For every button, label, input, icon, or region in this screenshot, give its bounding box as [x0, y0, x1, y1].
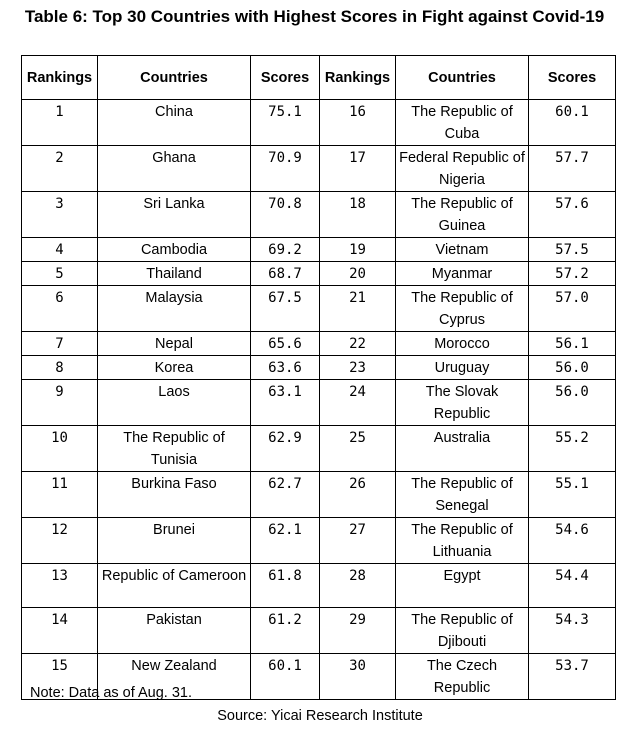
score-cell: 57.7	[529, 146, 616, 192]
header-rankings-left: Rankings	[22, 56, 98, 100]
country-cell: Vietnam	[396, 238, 529, 262]
country-cell: The Republic of Cyprus	[396, 286, 529, 332]
score-cell: 61.8	[251, 564, 320, 608]
table-row	[22, 262, 616, 286]
score-cell: 57.0	[529, 286, 616, 332]
country-cell: The Republic of Djibouti	[396, 608, 529, 654]
score-cell: 55.1	[529, 472, 616, 518]
country-cell: Egypt	[396, 564, 529, 608]
score-cell: 54.4	[529, 564, 616, 608]
scores-table	[21, 55, 616, 700]
country-cell: The Republic of Cuba	[396, 100, 529, 146]
rank-cell: 21	[320, 286, 396, 332]
rank-cell: 2	[22, 146, 98, 192]
rank-cell: 13	[22, 564, 98, 608]
rank-cell: 23	[320, 356, 396, 380]
score-cell: 63.1	[251, 380, 320, 426]
country-cell: The Republic of Lithuania	[396, 518, 529, 564]
country-cell: The Slovak Republic	[396, 380, 529, 426]
rank-cell: 11	[22, 472, 98, 518]
country-cell: Federal Republic of Nigeria	[396, 146, 529, 192]
source-line: Source: Yicai Research Institute	[217, 708, 423, 724]
table-row	[22, 286, 616, 332]
table-row	[22, 608, 616, 654]
rank-cell: 22	[320, 332, 396, 356]
rank-cell: 1	[22, 100, 98, 146]
country-cell: Republic of Cameroon	[98, 564, 251, 608]
rank-cell: 27	[320, 518, 396, 564]
rank-cell: 10	[22, 426, 98, 472]
table-row	[22, 356, 616, 380]
header-scores-right: Scores	[529, 56, 616, 100]
country-cell: Malaysia	[98, 286, 251, 332]
rank-cell: 7	[22, 332, 98, 356]
score-cell: 62.1	[251, 518, 320, 564]
rank-cell: 24	[320, 380, 396, 426]
score-cell: 54.3	[529, 608, 616, 654]
score-cell: 55.2	[529, 426, 616, 472]
table-row	[22, 332, 616, 356]
rank-cell: 17	[320, 146, 396, 192]
country-cell: Brunei	[98, 518, 251, 564]
score-cell: 57.2	[529, 262, 616, 286]
footnote: Note: Data as of Aug. 31.	[30, 685, 193, 701]
country-cell: Burkina Faso	[98, 472, 251, 518]
rank-cell: 15	[22, 654, 98, 700]
score-cell: 56.1	[529, 332, 616, 356]
country-cell: Morocco	[396, 332, 529, 356]
table-row	[22, 146, 616, 192]
country-cell: Uruguay	[396, 356, 529, 380]
country-cell: Australia	[396, 426, 529, 472]
country-cell: The Republic of Senegal	[396, 472, 529, 518]
country-cell: New Zealand	[98, 654, 251, 700]
rank-cell: 29	[320, 608, 396, 654]
rank-cell: 8	[22, 356, 98, 380]
table-row	[22, 426, 616, 472]
country-cell: Korea	[98, 356, 251, 380]
rank-cell: 25	[320, 426, 396, 472]
score-cell: 67.5	[251, 286, 320, 332]
table-row	[22, 564, 616, 608]
table-title: Table 6: Top 30 Countries with Highest Scores in Fight against Covid-19	[24, 7, 605, 26]
country-cell: Laos	[98, 380, 251, 426]
score-cell: 57.5	[529, 238, 616, 262]
country-cell: Myanmar	[396, 262, 529, 286]
country-cell: Ghana	[98, 146, 251, 192]
score-cell: 70.9	[251, 146, 320, 192]
country-cell: Nepal	[98, 332, 251, 356]
score-cell: 57.6	[529, 192, 616, 238]
rank-cell: 20	[320, 262, 396, 286]
header-row	[22, 56, 616, 100]
score-cell: 68.7	[251, 262, 320, 286]
country-cell: Pakistan	[98, 608, 251, 654]
table-row	[22, 238, 616, 262]
country-cell: Sri Lanka	[98, 192, 251, 238]
rank-cell: 6	[22, 286, 98, 332]
country-cell: The Republic of Tunisia	[98, 426, 251, 472]
score-cell: 62.7	[251, 472, 320, 518]
rank-cell: 14	[22, 608, 98, 654]
header-rankings-right: Rankings	[320, 56, 396, 100]
header-countries-right: Countries	[396, 56, 529, 100]
table-row	[22, 518, 616, 564]
score-cell: 53.7	[529, 654, 616, 700]
score-cell: 70.8	[251, 192, 320, 238]
country-cell: The Czech Republic	[396, 654, 529, 700]
header-scores-left: Scores	[251, 56, 320, 100]
rank-cell: 12	[22, 518, 98, 564]
rank-cell: 16	[320, 100, 396, 146]
country-cell: China	[98, 100, 251, 146]
country-cell: Thailand	[98, 262, 251, 286]
table-row	[22, 380, 616, 426]
table-body	[22, 100, 616, 700]
score-cell: 60.1	[529, 100, 616, 146]
rank-cell: 4	[22, 238, 98, 262]
score-cell: 60.1	[251, 654, 320, 700]
score-cell: 75.1	[251, 100, 320, 146]
rank-cell: 3	[22, 192, 98, 238]
rank-cell: 30	[320, 654, 396, 700]
rank-cell: 19	[320, 238, 396, 262]
table-row	[22, 192, 616, 238]
rank-cell: 9	[22, 380, 98, 426]
table-row	[22, 100, 616, 146]
score-cell: 54.6	[529, 518, 616, 564]
table-row	[22, 472, 616, 518]
rank-cell: 28	[320, 564, 396, 608]
header-countries-left: Countries	[98, 56, 251, 100]
score-cell: 56.0	[529, 356, 616, 380]
score-cell: 56.0	[529, 380, 616, 426]
rank-cell: 18	[320, 192, 396, 238]
country-cell: Cambodia	[98, 238, 251, 262]
score-cell: 62.9	[251, 426, 320, 472]
rank-cell: 5	[22, 262, 98, 286]
score-cell: 61.2	[251, 608, 320, 654]
rank-cell: 26	[320, 472, 396, 518]
score-cell: 63.6	[251, 356, 320, 380]
country-cell: The Republic of Guinea	[396, 192, 529, 238]
score-cell: 69.2	[251, 238, 320, 262]
score-cell: 65.6	[251, 332, 320, 356]
